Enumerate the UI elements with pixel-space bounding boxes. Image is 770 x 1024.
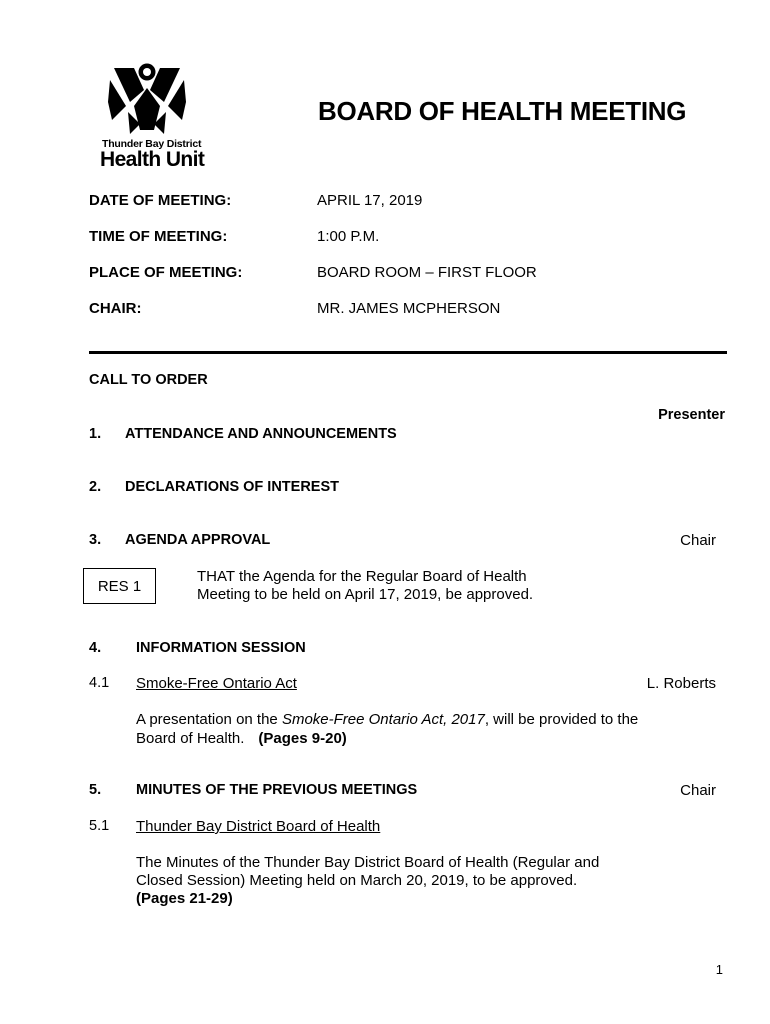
item-4-number: 4. xyxy=(89,640,102,656)
desc-text: A presentation on the xyxy=(136,711,282,728)
divider xyxy=(89,351,727,354)
item-4-title: INFORMATION SESSION xyxy=(136,640,306,656)
item-3-title: AGENDA APPROVAL xyxy=(125,532,271,548)
resolution-text-line1: THAT the Agenda for the Regular Board of Health xyxy=(197,568,527,585)
act-name: Smoke-Free Ontario Act, 2017 xyxy=(281,711,485,728)
item-5-1-description-line1: The Minutes of the Thunder Bay District Board of Health (Regular and xyxy=(136,854,600,871)
chair-value: MR. JAMES MCPHERSON xyxy=(317,300,501,317)
time-label: TIME OF MEETING: xyxy=(89,228,228,245)
logo-emblem-icon xyxy=(100,62,196,140)
call-to-order-heading: CALL TO ORDER xyxy=(89,372,208,388)
page-reference: (Pages 9-20) xyxy=(258,730,347,747)
item-2-title: DECLARATIONS OF INTEREST xyxy=(125,479,340,495)
place-label: PLACE OF MEETING: xyxy=(89,264,243,281)
item-5-1-number: 5.1 xyxy=(89,818,110,834)
page-title: BOARD OF HEALTH MEETING xyxy=(318,96,687,126)
item-4-1-title: Smoke-Free Ontario Act xyxy=(136,675,297,692)
item-3-presenter: Chair xyxy=(680,532,716,549)
desc-text: Board of Health. xyxy=(136,730,245,747)
item-1-title: ATTENDANCE AND ANNOUNCEMENTS xyxy=(125,426,397,442)
resolution-text-line2: Meeting to be held on April 17, 2019, be approved. xyxy=(197,586,534,603)
item-4-1-description xyxy=(136,711,638,728)
item-4-1-number: 4.1 xyxy=(89,675,110,691)
desc-text: , will be provided to the xyxy=(484,711,639,728)
item-4-1-presenter: L. Roberts xyxy=(646,675,716,692)
item-2-number: 2. xyxy=(89,479,102,495)
item-4-1-description-line2 xyxy=(136,730,347,747)
item-5-1-title: Thunder Bay District Board of Health xyxy=(136,818,381,835)
page-number: 1 xyxy=(715,962,723,977)
date-label: DATE OF MEETING: xyxy=(89,192,232,209)
item-1-number: 1. xyxy=(89,426,102,442)
presenter-column-header: Presenter xyxy=(658,407,725,423)
item-3-number: 3. xyxy=(89,532,102,548)
logo-text-district: Thunder Bay District xyxy=(102,138,202,150)
item-5-1-description-line2: Closed Session) Meeting held on March 20, 2019, to be approved. xyxy=(136,872,578,889)
item-5-presenter: Chair xyxy=(680,782,716,799)
item-5-1-page-reference: (Pages 21-29) xyxy=(136,890,233,907)
place-value: BOARD ROOM – FIRST FLOOR xyxy=(317,264,537,281)
logo-text-health-unit: Health Unit xyxy=(100,148,205,171)
item-5-title: MINUTES OF THE PREVIOUS MEETINGS xyxy=(136,782,418,798)
item-5-number: 5. xyxy=(89,782,102,798)
chair-label: CHAIR: xyxy=(89,300,142,317)
resolution-badge: RES 1 xyxy=(83,568,156,604)
date-value: APRIL 17, 2019 xyxy=(317,192,423,209)
time-value: 1:00 P.M. xyxy=(317,228,380,245)
